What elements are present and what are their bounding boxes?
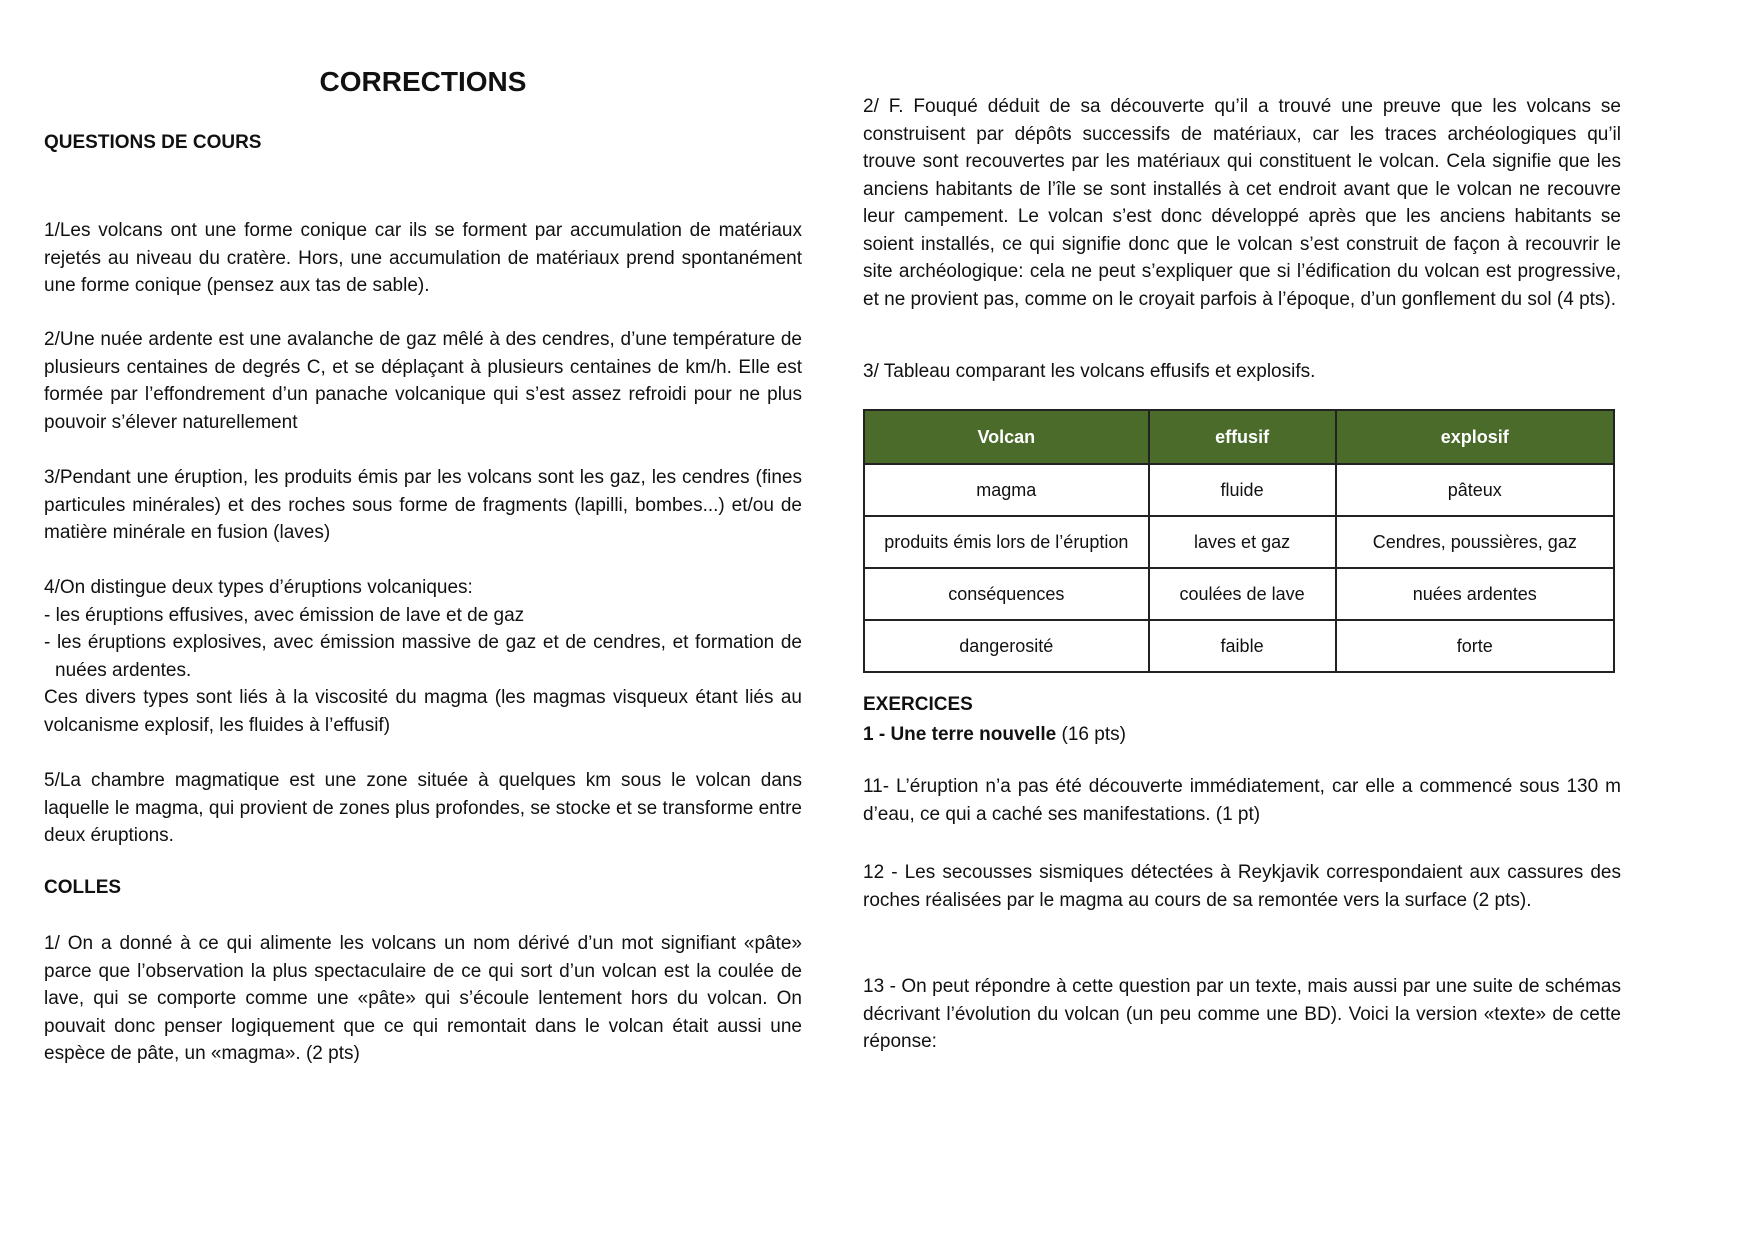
answer-q4	[44, 574, 802, 739]
answer-ex-13: 13 - On peut répondre à cette question par un texte, mais aussi par une suite de schémas décrivant l’évolution du volcan (un peu comme une BD). Voici la version «texte» de cette réponse:	[863, 976, 1621, 1052]
comparison-table	[863, 409, 1615, 673]
table-header-cell: Volcan	[864, 410, 1149, 464]
table-cell: coulées de lave	[1149, 568, 1336, 620]
table-header-cell: effusif	[1149, 410, 1336, 464]
answer-q2: 2/Une nuée ardente est une avalanche de gaz mêlé à des cendres, d’une température de plusieurs centaines de degrés C, et se déplaçant à plusieurs centaines de km/h. Elle est formée par l’effondrement d’un panache volcanique qui s’est assez refroidi pour ne plus pouvoir s’élever naturellement	[44, 329, 802, 433]
answer-colle-2: 2/ F. Fouqué déduit de sa découverte qu’il a trouvé une preuve que les volcans se construisent par dépôts successifs de matériaux, car les traces archéologiques qu’il trouve sont recouvertes par les matériaux qui constituent le volcan. Cela signifie que les anciens habitants de l’île se sont installés à cet endroit avant que le volcan ne recouvre leur campement. Le volcan s’est donc développé après que les anciens habitants se soient installés, ce qui signifie donc que le volcan s’est construit de façon à recouvrir le site archéologique: cela ne peut s’expliquer que si l’édification du volcan est progressive, et ne provient pas, comme on le croyait parfois à l’époque, d’un gonflement du sol (4 pts).	[863, 96, 1621, 310]
table-cell: pâteux	[1336, 464, 1614, 516]
table-cell: fluide	[1149, 464, 1336, 516]
table-header-row	[864, 410, 1614, 464]
exercise-1-name: 1 - Une terre nouvelle	[863, 724, 1057, 745]
list-item: - les éruptions effusives, avec émission de lave et de gaz	[44, 604, 525, 626]
answer-q1: 1/Les volcans ont une forme conique car ils se forment par accumulation de matériaux rejetés au niveau du cratère. Hors, une accumulation de matériaux prend spontanément une forme conique (pensez aux tas de sable).	[44, 220, 802, 296]
table-cell: dangerosité	[864, 620, 1149, 672]
answer-q3: 3/Pendant une éruption, les produits émis par les volcans sont les gaz, les cendres (fines particules minérales) et des roches sous forme de fragments (lapilli, bombes...) et/ou de matière minérale en fusion (laves)	[44, 467, 802, 543]
list-item: - les éruptions explosives, avec émission massive de gaz et de cendres, et formation de nuées ardentes.	[44, 632, 802, 681]
table-cell: conséquences	[864, 568, 1149, 620]
table-cell: nuées ardentes	[1336, 568, 1614, 620]
answer-q5: 5/La chambre magmatique est une zone située à quelques km sous le volcan dans laquelle le magma, qui provient de zones plus profondes, se stocke et se transforme entre deux éruptions.	[44, 770, 802, 846]
answer-ex-11: 11- L’éruption n’a pas été découverte immédiatement, car elle a commencé sous 130 m d’eau, ce qui a caché ses manifestations. (1 pt)	[863, 776, 1621, 825]
exercise-1-title	[863, 721, 1621, 749]
page-title: CORRECTIONS	[319, 66, 527, 97]
table-cell: magma	[864, 464, 1149, 516]
table-row	[864, 464, 1614, 516]
section-heading-exercices: EXERCICES	[863, 694, 973, 715]
table-row	[864, 620, 1614, 672]
answer-colle-1: 1/ On a donné à ce qui alimente les volcans un nom dérivé d’un mot signifiant «pâte» parce que l’observation la plus spectaculaire de ce qui sort d’un volcan est la coulée de lave, qui se comporte comme une «pâte» qui s’écoule lentement hors du volcan. On pouvait donc penser logiquement que ce qui remontait dans le volcan était aussi une espèce de pâte, un «magma». (2 pts)	[44, 933, 802, 1064]
eruption-types-list	[44, 602, 802, 685]
answer-q4-conclusion: Ces divers types sont liés à la viscosité du magma (les magmas visqueux étant liés au volcanisme explosif, les fluides à l’effusif)	[44, 687, 802, 736]
table-cell: laves et gaz	[1149, 516, 1336, 568]
table-cell: produits émis lors de l’éruption	[864, 516, 1149, 568]
answer-colle-3: 3/ Tableau comparant les volcans effusifs et explosifs.	[863, 361, 1316, 382]
table-cell: forte	[1336, 620, 1614, 672]
section-heading-questions: QUESTIONS DE COURS	[44, 132, 262, 153]
table-header-cell: explosif	[1336, 410, 1614, 464]
table-cell: Cendres, poussières, gaz	[1336, 516, 1614, 568]
answer-q4-intro: 4/On distingue deux types d’éruptions volcaniques:	[44, 577, 473, 598]
section-heading-colles: COLLES	[44, 877, 122, 898]
answer-ex-12: 12 - Les secousses sismiques détectées à Reykjavik correspondaient aux cassures des roches réalisées par le magma au cours de sa remontée vers la surface (2 pts).	[863, 862, 1621, 911]
table-row	[864, 568, 1614, 620]
table-row	[864, 516, 1614, 568]
exercise-1-points: (16 pts)	[1056, 724, 1126, 745]
table-cell: faible	[1149, 620, 1336, 672]
